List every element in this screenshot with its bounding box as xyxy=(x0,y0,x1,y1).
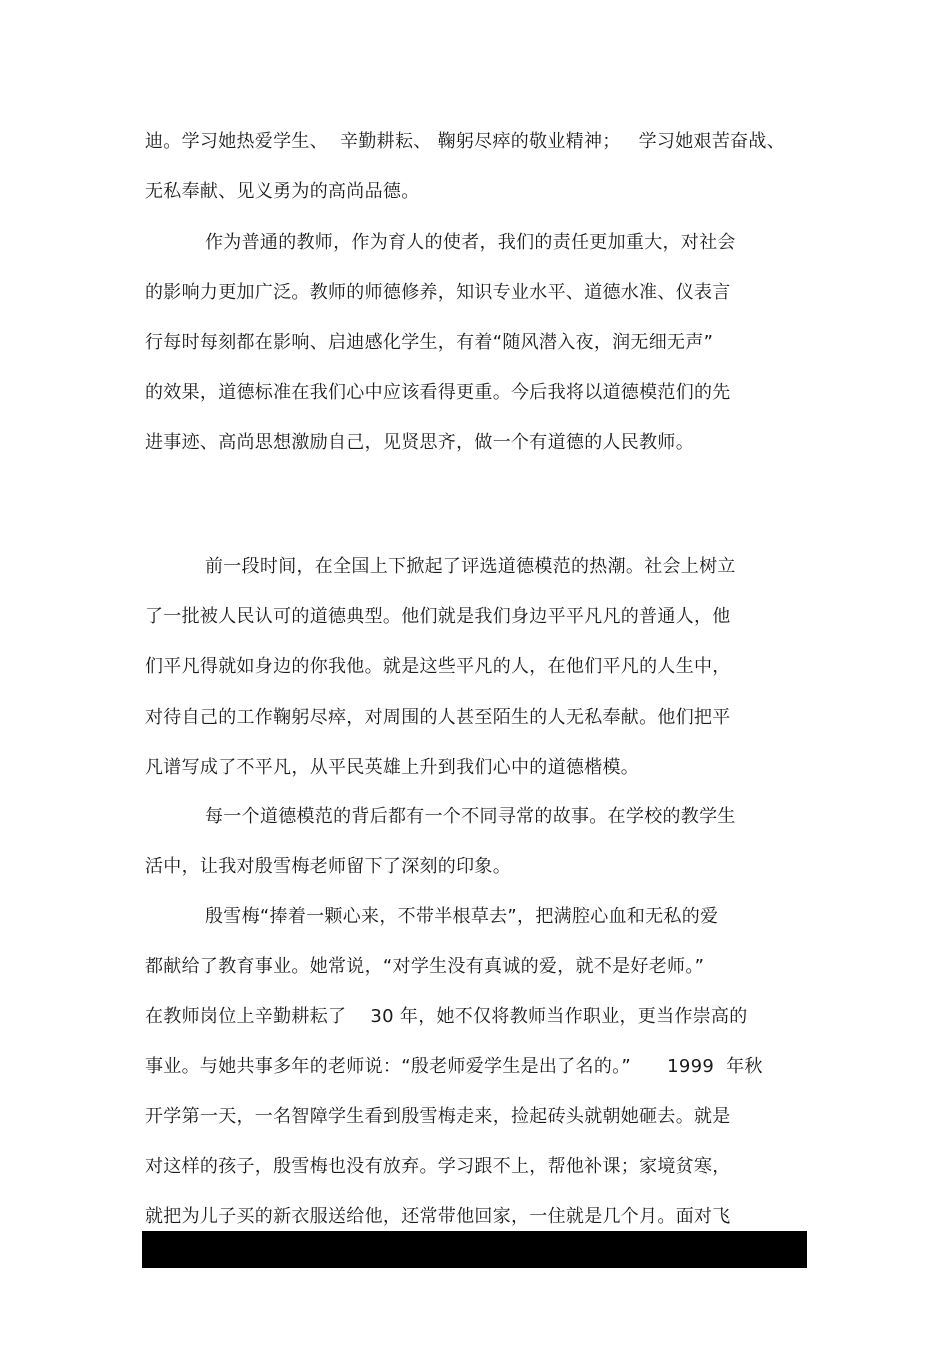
text-line: 开学第一天，一名智障学生看到殷雪梅走来，捡起砖头就朝她砸去。就是 xyxy=(145,1106,731,1127)
text-line: 活中，让我对殷雪梅老师留下了深刻的印象。 xyxy=(145,856,511,877)
text-line: 迪。学习她热爱学生、 辛勤耕耘、 鞠躬尽瘁的敬业精神； 学习她艰苦奋战、 xyxy=(145,131,786,152)
text-line: 们平凡得就如身边的你我他。就是这些平凡的人，在他们平凡的人生中， xyxy=(145,656,731,677)
text-line: 行每时每刻都在影响、启迪感化学生，有着“随风潜入夜，润无细无声” xyxy=(145,332,714,353)
text-line: 对待自己的工作鞠躬尽瘁，对周围的人甚至陌生的人无私奉献。他们把平 xyxy=(145,707,731,728)
text-line: 了一批被人民认可的道德典型。他们就是我们身边平平凡凡的普通人，他 xyxy=(145,606,731,627)
text-line: 的效果，道德标准在我们心中应该看得更重。今后我将以道德模范们的先 xyxy=(145,382,731,403)
paragraph-first-line: 殷雪梅“捧着一颗心来，不带半根草去”，把满腔心血和无私的爱 xyxy=(205,906,719,927)
text-line: 就把为儿子买的新衣服送给他，还常带他回家，一住就是几个月。面对飞 xyxy=(145,1206,731,1227)
paragraph-first-line: 前一段时间，在全国上下掀起了评选道德模范的热潮。社会上树立 xyxy=(205,556,736,577)
redaction-bar xyxy=(142,1231,807,1268)
text-line: 凡谱写成了不平凡，从平民英雄上升到我们心中的道德楷模。 xyxy=(145,757,640,778)
text-line: 都献给了教育事业。她常说，“对学生没有真诚的爱，就不是好老师。” xyxy=(145,956,705,977)
text-line: 的影响力更加广泛。教师的师德修养，知识专业水平、道德水准、仪表言 xyxy=(145,282,731,303)
text-line: 无私奉献、见义勇为的高尚品德。 xyxy=(145,181,420,202)
text-line: 对这样的孩子，殷雪梅也没有放弃。学习跟不上，帮他补课；家境贫寒， xyxy=(145,1156,731,1177)
text-line: 在教师岗位上辛勤耕耘了 30 年，她不仅将教师当作职业，更当作崇高的 xyxy=(145,1006,748,1027)
paragraph-first-line: 作为普通的教师，作为育人的使者，我们的责任更加重大，对社会 xyxy=(205,232,736,253)
text-line: 进事迹、高尚思想激励自己，见贤思齐，做一个有道德的人民教师。 xyxy=(145,432,694,453)
paragraph-first-line: 每一个道德模范的背后都有一个不同寻常的故事。在学校的教学生 xyxy=(205,806,736,827)
text-line: 事业。与她共事多年的老师说：“殷老师爱学生是出了名的。” 1999 年秋 xyxy=(145,1056,763,1077)
